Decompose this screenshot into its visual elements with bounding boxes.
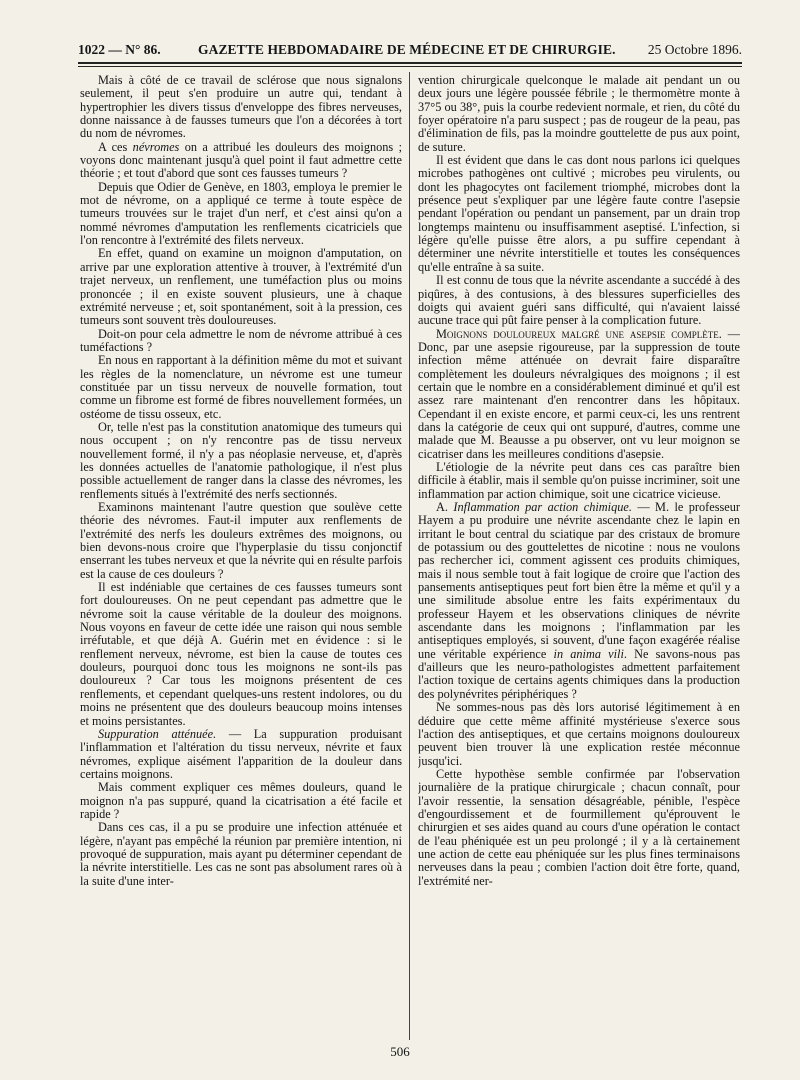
- text-run: A ces: [98, 139, 133, 154]
- emphasis: in anima vili: [553, 646, 624, 661]
- running-header: [78, 40, 742, 62]
- paragraph: Ne sommes-nous pas dès lors autorisé légitimement à en déduire que cette même affinité mystérieuse s'exerce sous l'action des antiseptiques, et que certains moignons douloureux peuvent bien trouver là une explication restée méconnue jusqu'ici.: [418, 700, 740, 768]
- paragraph: Il est connu de tous que la névrite ascendante a succédé à des piqûres, à des contusions, à des blessures superficielles des doigts qui avaient guéri sans difficulté, qui n'avaient laissé aucune trace qui pût faire penser à la complication future.: [418, 273, 740, 328]
- paragraph: Examinons maintenant l'autre question que soulève cette théorie des névromes. Faut-il imputer aux renflements de l'extrémité des nerfs les douleurs extrêmes des moignons, ou bien devons-nous croire que l'hyperplasie du tissu conjonctif enserrant les tubes nerveux et que la névrite qui en résulte parfois est la cause de ces douleurs ?: [80, 500, 402, 581]
- paragraph: Mais comment expliquer ces mêmes douleurs, quand le moignon n'a pas suppuré, quand la cicatrisation a été facile et rapide ?: [80, 780, 402, 821]
- paragraph: [80, 728, 402, 781]
- paragraph: En effet, quand on examine un moignon d'amputation, on arrive par une exploration attentive à trouver, à l'extrémité d'un trajet nerveux, un renflement, une tuméfaction plus ou moins prononcée ; il en existe souvent plusieurs, une à chaque extrémité nerveuse ; et, soit spontanément, soit à la pression, ces tumeurs sont souvent très douloureuses.: [80, 246, 402, 328]
- section-heading: Suppuration atténuée.: [98, 726, 217, 741]
- journal-title: GAZETTE HEBDOMADAIRE DE MÉDECINE ET DE CHIRURGIE.: [198, 42, 616, 57]
- paragraph: L'étiologie de la névrite peut dans ces cas paraître bien difficile à établir, mais il semble qu'on puisse incriminer, soit une inflammation par action chimique, soit une cicatrice vicieuse.: [418, 459, 740, 501]
- paragraph: Il est indéniable que certaines de ces fausses tumeurs sont fort douloureuses. On ne peut cependant pas admettre que le névrome soit la cause véritable de la douleur des moignons. Nous voyons en faveur de cette idée une raison qui nous semble irréfutable, et que déjà A. Guérin met en évidence : si le renflement nerveux, névrome, est bien la cause de toutes ces douleurs, pourquoi donc tous les moignons ne sont-ils pas douloureux ? Car tous les moignons présentent de ces renflements, et cependant quelques-uns restent indolores, ou du moins ne présentent que des douleurs beaucoup moins intenses et moins persistantes.: [80, 580, 402, 728]
- paragraph: Mais à côté de ce travail de sclérose que nous signalons seulement, il peut s'en produire un autre qui, tendant à hypertrophier les divers tissus d'enveloppe des fibres nerveuses, donne naissance à de fausses tumeurs que l'on a décorées à tort du nom de névromes.: [80, 74, 402, 141]
- folio-number: 506: [390, 1044, 410, 1059]
- paragraph: [80, 141, 402, 181]
- text-run: A.: [436, 500, 454, 514]
- text-run: — La suppuration produisant l'inflammation et l'altération du tissu nerveux, névrite et faux névromes, explique aisément l'apparition de la douleur dans certains moignons.: [80, 726, 402, 781]
- page-number-value: 1022: [78, 42, 105, 57]
- issue-date: 25 Octobre 1896.: [647, 42, 742, 57]
- page-number: [78, 42, 161, 58]
- text-run: on a attribué les douleurs des moignons ; voyons donc maintenant jusqu'à quel point il faut admettre cette théorie ; et tout d'abord que sont ces fausses tumeurs ?: [80, 139, 402, 181]
- paragraph: [418, 328, 740, 461]
- text-run: . Ne savons-nous pas d'ailleurs que les neuro-pathologistes admettent parfaitement l'action toxique de certains agents chimiques dans la production des polynévrites périphériques ?: [418, 646, 740, 701]
- header-rule-thick: [78, 62, 742, 64]
- section-heading: Moignons douloureux malgré une asepsie complète.: [436, 326, 722, 341]
- paragraph: Cette hypothèse semble confirmée par l'observation journalière de la pratique chirurgicale ; chacun connaît, pour l'avoir ressentie, la sensation désagréable, pénible, l'espèce d'engourdissement et de fourmillement qu'éprouvent le chirurgien et ses aides quand au cours d'une opération le contact de l'eau phéniquée est un peu prolongé ; il y a là certainement une action de cette eau phéniquée sur les plus fines terminaisons nerveuses dans la peau ; combien l'action doit être forte, quand, l'extrémité ner-: [418, 766, 740, 888]
- section-heading: Inflammation par action chimique.: [453, 500, 632, 514]
- paragraph-continued: vention chirurgicale quelconque le malade ait pendant un ou deux jours une légère poussée fébrile ; le thermomètre monte à 37°5 ou 38°, puis la courbe redevient normale, et rien, du côté du foyer opératoire n'a paru suspect ; pas de rougeur de la peau, pas d'élimination de fils, pas la moindre gouttelette de pus aux point, de suture.: [418, 74, 740, 154]
- column-divider: [409, 72, 410, 1040]
- text-run: — M. le professeur Hayem a pu produire une névrite ascendante chez le lapin en irritant le bout central du sciatique par des cristaux de bromure de potassium ou des gouttelettes de nicotine : nous ne voulons pas rechercher ici, comment agissent ces produits chimiques, mais il nous semble tout à fait logique de croire que l'action des pansements antiseptiques peut fort bien être la même et qu'il y a une similitude absolue entre les faits expérimentaux du professeur Hayem et les observations cliniques de névrite ascendante dans les moignons ; l'inflammation par les antiseptiques employés, si souvent, d'une façon exagérée réalise une véritable expérience: [418, 500, 740, 661]
- emphasis: névromes: [132, 139, 180, 154]
- paragraph: [418, 501, 740, 701]
- right-column: [418, 74, 740, 1038]
- paragraph: Doit-on pour cela admettre le nom de névrome attribué à ces tuméfactions ?: [80, 326, 402, 354]
- text-run: — Donc, par une asepsie rigoureuse, par la suppression de toute infection même atténuée on devrait faire disparaître complètement les douleurs névralgiques des moignons ; il est certain que le nombre en a considérablement diminué et qu'il est assez rare maintenant d'en rencontrer dans les hôpitaux. Cependant il en existe encore, et parmi ceux-ci, les uns rentrent dans la catégorie de ceux qui ont suppuré, d'autres, comme une malade que M. Beausse a pu observer, ont vu leur moignon se cicatriser dans les meilleures conditions d'asepsie.: [418, 326, 740, 461]
- header-rule-thin: [78, 66, 742, 67]
- paragraph: Or, telle n'est pas la constitution anatomique des tumeurs qui nous occupent ; on n'y rencontre pas de tissu nerveux nouvellement formé, il n'y a pas néoplasie nerveuse, et, d'après les données actuelles de l'anatomie pathologique, il n'est plus possible actuellement de ranger dans la classe des névromes, les renflements situés à l'extrémité des nerfs sectionnés.: [80, 419, 402, 501]
- paragraph: Depuis que Odier de Genève, en 1803, employa le premier le mot de névrome, on a appliqué ce terme à toute espèce de tumeurs trouvées sur le trajet d'un nerf, et c'est ainsi qu'on a nommé névromes d'amputation les renflements cicatriciels que l'on rencontre à l'extrémité des filets nerveux.: [80, 179, 402, 248]
- paragraph: Dans ces cas, il a pu se produire une infection atténuée et légère, n'ayant pas empêché la réunion par première intention, ni provoqué de suppuration, mais ayant pu déterminer cependant de la névrite interstitielle. Les cas ne sont pas absolument rares où à la suite d'une inter-: [80, 820, 402, 888]
- issue-number: — N° 86.: [108, 42, 161, 57]
- left-column: [80, 74, 402, 1038]
- paragraph: En nous en rapportant à la définition même du mot et suivant les règles de la nomenclature, un névrome est une tumeur constituée par un tissu nerveux de nouvelle formation, tout comme un fibrome est formé de fibres nouvellement formées, un ostéome de tissu osseux, etc.: [80, 353, 402, 421]
- paragraph: Il est évident que dans le cas dont nous parlons ici quelques microbes pathogènes ont cultivé ; microbes peu virulents, ou dont les phagocytes ont facilement triomphé, microbes dont la présence peut s'expliquer par une légère faute contre l'asepsie pendant l'opération ou pendant un pansement, par un drain trop longtemps maintenu ou insuffisamment aseptisé. L'infection, si légère qu'elle puisse être alors, a pu suffire cependant à déterminer une névrite interstitielle et toutes les conséquences qu'elle entraîne à sa suite.: [418, 153, 740, 274]
